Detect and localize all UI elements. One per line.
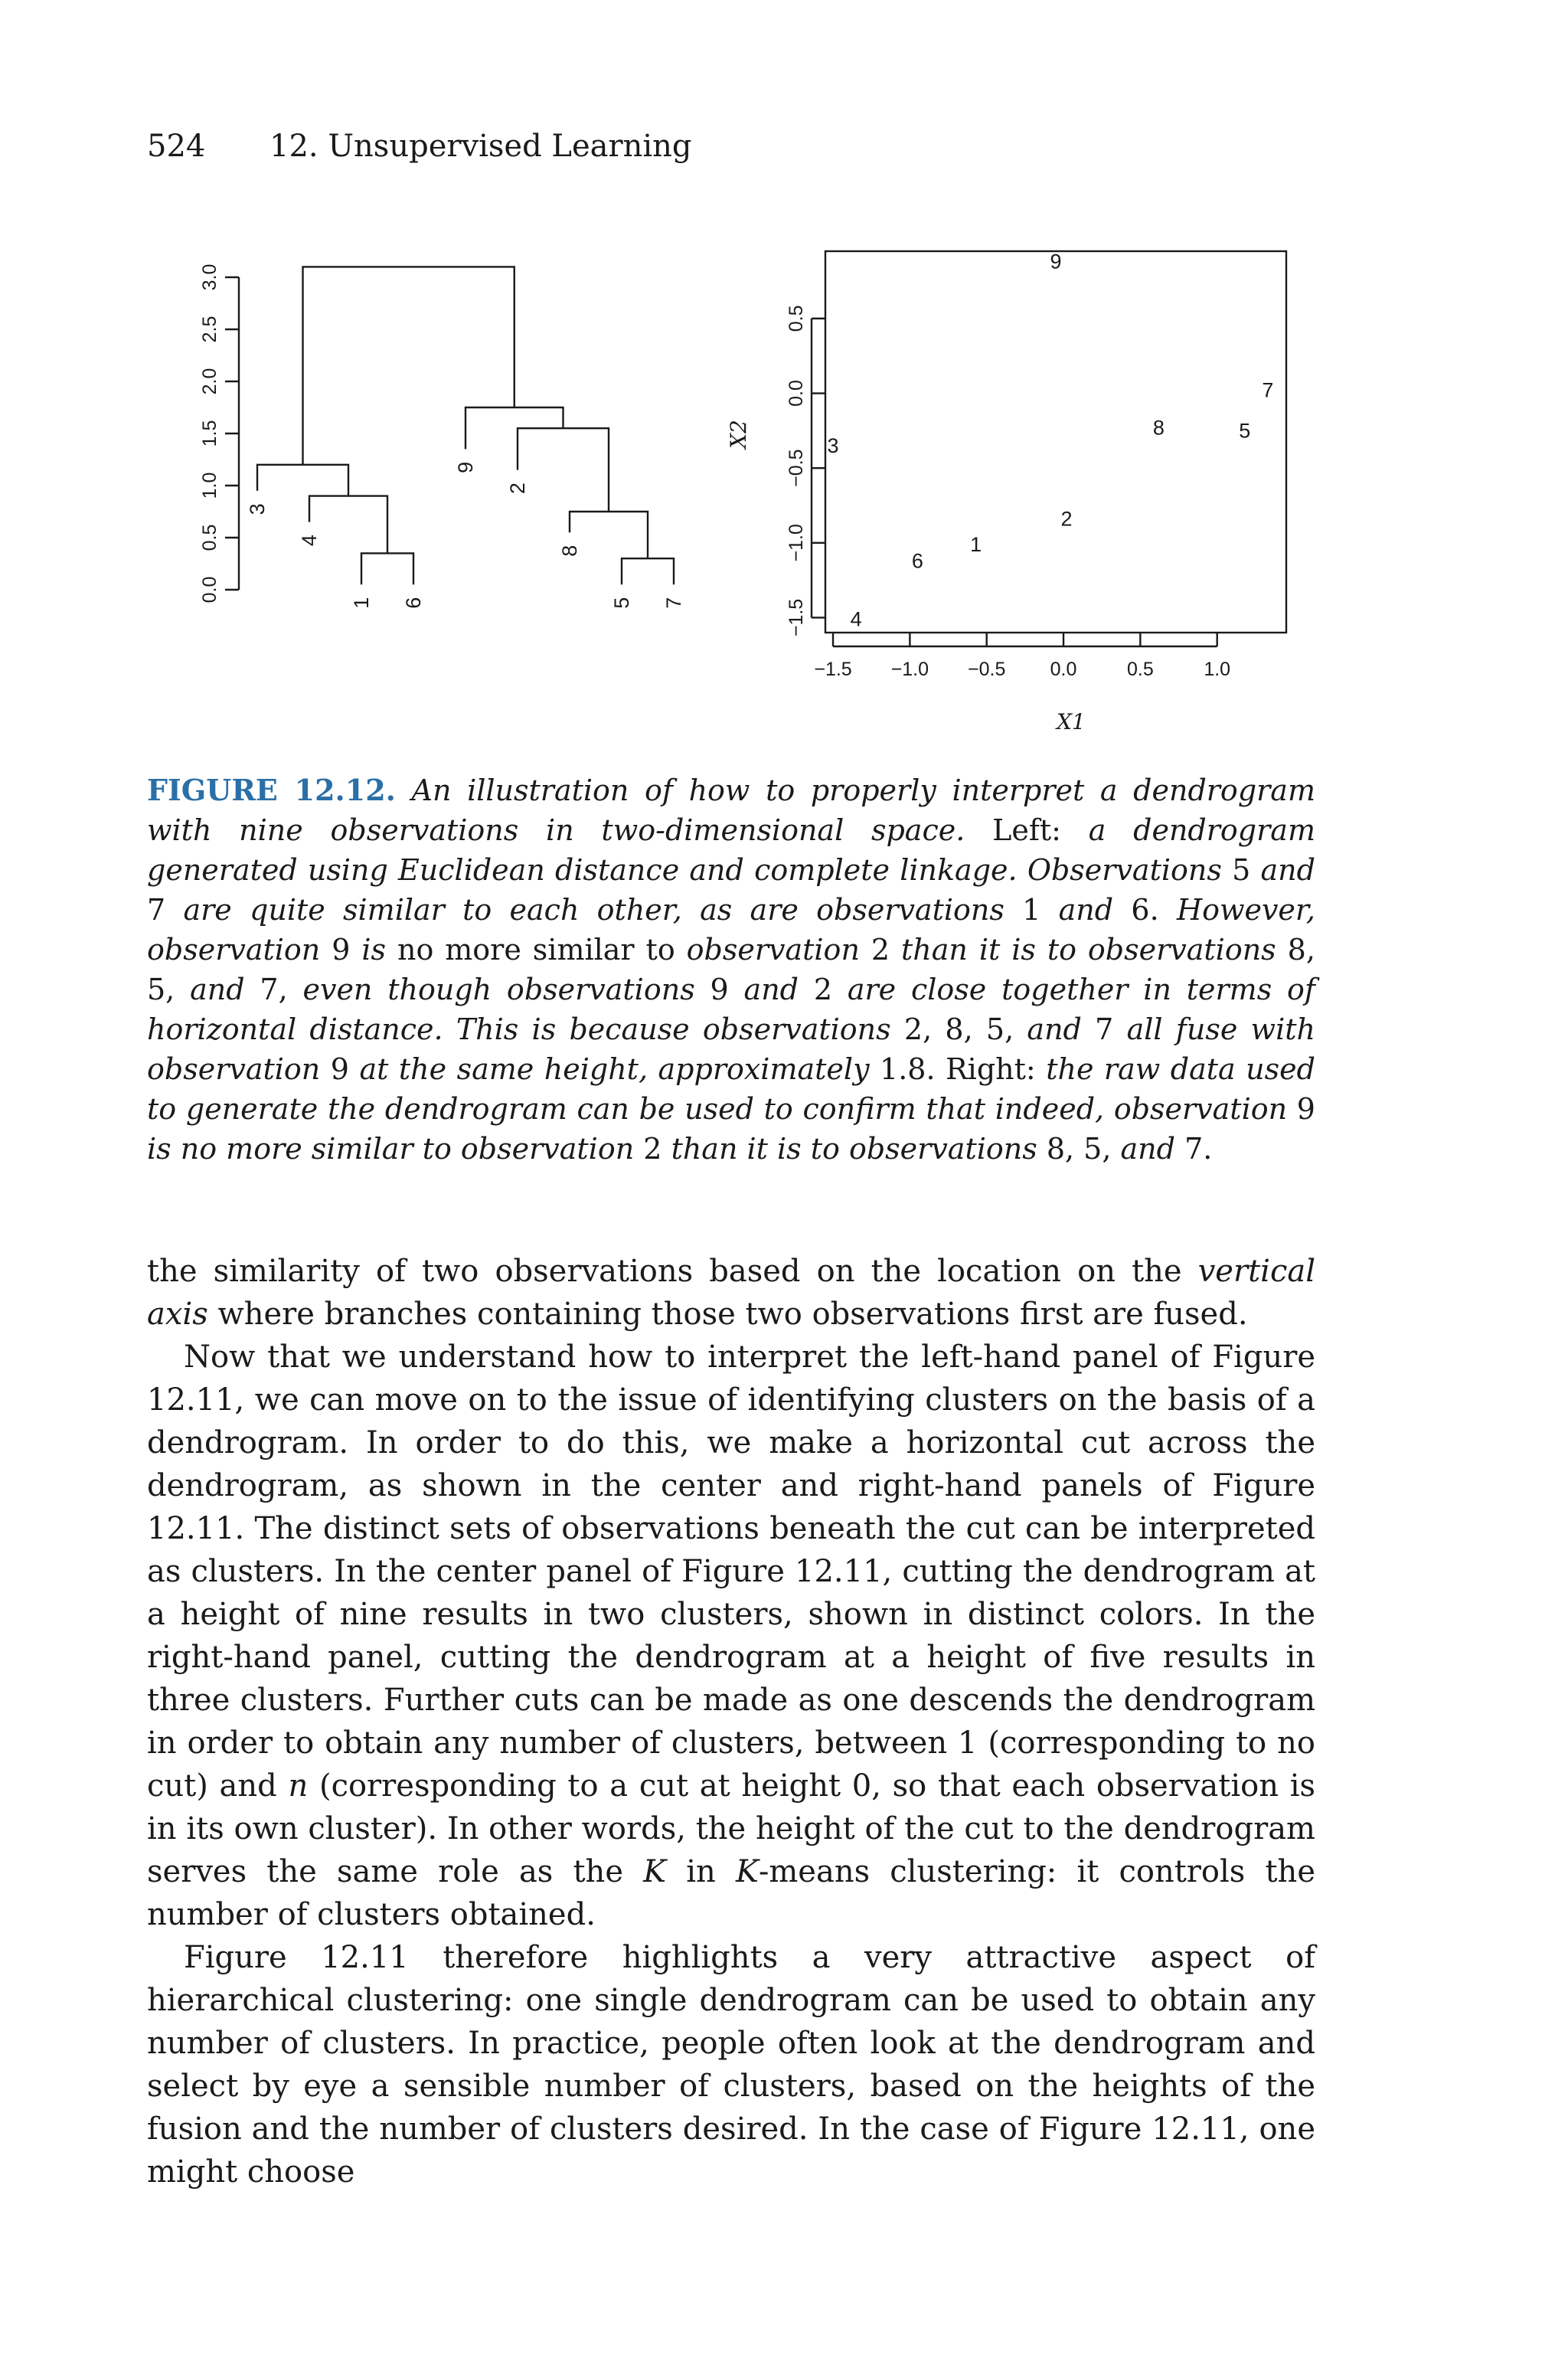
point-label: 2: [1060, 507, 1073, 531]
chapter-title: 12. Unsupervised Learning: [270, 129, 692, 164]
point-label: 5: [1239, 419, 1251, 443]
paragraph-text: -means clustering: it controls the number of clusters obtained.: [147, 1854, 1315, 1932]
caption-text: 9: [710, 973, 729, 1006]
dendrogram-branch: [622, 558, 674, 584]
caption-text: 7: [1095, 1012, 1114, 1046]
page-number: 524: [147, 129, 206, 164]
math-symbol: n: [288, 1768, 309, 1804]
caption-text: 6.: [1131, 893, 1159, 927]
paragraph: [147, 1336, 1315, 1936]
dendrogram-branch: [257, 465, 348, 496]
caption-text: and: [190, 973, 245, 1006]
x-tick-label: 1.0: [1204, 659, 1231, 680]
caption-text: 2: [643, 1132, 662, 1166]
dendrogram-branch: [303, 267, 514, 464]
y-tick-label: −1.0: [786, 524, 807, 562]
caption-text: and: [1027, 1012, 1082, 1046]
leaf-label: 8: [558, 545, 581, 557]
caption-text: 8, 5,: [1046, 1132, 1112, 1166]
caption-text: and: [743, 973, 799, 1006]
caption-text: even though observations: [302, 973, 695, 1006]
caption-text: However, observation: [147, 893, 1315, 967]
caption-text: and: [1120, 1132, 1175, 1166]
y-tick-label: 0.5: [786, 305, 807, 332]
body-text: [147, 1250, 1315, 2193]
caption-text: 1: [1022, 893, 1041, 927]
x-tick-label: −1.5: [814, 659, 852, 680]
caption-text: are close together in terms of horizontal distance. This is because observations: [147, 973, 1315, 1046]
caption-text: 9: [330, 1052, 349, 1086]
caption-text: 5: [1232, 853, 1251, 887]
caption-text: and: [1260, 853, 1315, 887]
paragraph-text: in: [686, 1854, 716, 1889]
x-axis-label: X1: [1057, 709, 1086, 734]
caption-text: than it is to observations: [901, 933, 1276, 967]
caption-text: the raw data used to generate the dendrogram can be used to confirm that indeed, observation: [147, 1052, 1315, 1126]
caption-text: 1.8.: [880, 1052, 936, 1086]
leaf-label: 5: [610, 597, 633, 609]
x-tick-label: 0.5: [1126, 659, 1154, 680]
scatter-panel: [726, 250, 1286, 734]
caption-text: 2: [813, 973, 833, 1006]
caption-text: and: [1058, 893, 1114, 927]
y-tick-label: 0.0: [199, 576, 220, 603]
caption-text: An illustration of how to properly interpret a dendrogram with nine observations in two-dimensional space.: [147, 774, 1315, 847]
y-tick-label: −1.5: [786, 598, 807, 637]
emphasis-text: vertical axis: [147, 1254, 1315, 1332]
x-tick-label: −0.5: [968, 659, 1006, 680]
paragraph-text: the similarity of two observations based on the location on the: [147, 1254, 1182, 1289]
caption-text: 7,: [260, 973, 288, 1006]
leaf-label: 9: [454, 461, 477, 473]
point-label: 8: [1152, 416, 1165, 440]
caption-text: a dendrogram generated using Euclidean distance and complete linkage. Observations: [147, 813, 1315, 887]
dendrogram-branch: [309, 496, 387, 554]
point-label: 6: [911, 549, 923, 573]
caption-text: observation: [686, 933, 860, 967]
paragraph-text: Now that we understand how to interpret the left-hand panel of Figure 12.11, we can move on to the issue of identifying clusters on the basis of a dendrogram. In order to do this, we make a horizontal cut across the dendrogram, as shown in the center and right-hand panels of Figure 12.11. The distinct sets of observations beneath the cut can be interpreted as clusters. In the center panel of Figure 12.11, cutting the dendrogram at a height of nine results in two clusters, shown in distinct colors. In the right-hand panel, cutting the dendrogram at a height of five results in three clusters. Further cuts can be made as one descends the dendrogram in order to obtain any number of clusters, between 1 (corresponding to no cut) and: [147, 1339, 1315, 1804]
math-symbol: K: [643, 1854, 667, 1889]
y-tick-label: 2.5: [199, 316, 220, 343]
figure-12-12: [0, 0, 1568, 766]
y-tick-label: 0.0: [786, 380, 807, 407]
point-label: 4: [850, 607, 862, 631]
leaf-label: 7: [662, 597, 685, 609]
point-label: 3: [827, 433, 839, 457]
leaf-label: 3: [246, 503, 269, 515]
caption-text: is no more similar to observation: [147, 1132, 635, 1166]
dendrogram-panel: [199, 264, 685, 609]
point-label: 9: [1050, 250, 1062, 273]
figure-caption: [147, 770, 1315, 1169]
caption-text: Right:: [946, 1052, 1036, 1086]
point-label: 1: [970, 532, 982, 556]
y-tick-label: 1.0: [199, 472, 220, 499]
math-symbol: K: [735, 1854, 759, 1889]
paragraph: [147, 1936, 1315, 2193]
paragraph: [147, 1250, 1315, 1336]
leaf-label: 4: [298, 535, 321, 547]
y-tick-label: 1.5: [199, 420, 220, 447]
caption-text: 8, 5,: [147, 933, 1315, 1006]
paragraph-text: (corresponding to a cut at height 0, so that each observation is in its own cluster). In other words, the height of the cut to the dendrogram serves the same role as the: [147, 1768, 1316, 1889]
caption-text: is: [361, 933, 387, 967]
y-tick-label: 0.5: [199, 524, 220, 551]
caption-text: at the same height, approximately: [359, 1052, 870, 1086]
leaf-label: 2: [506, 482, 529, 495]
caption-text: are quite similar to each other, as are observations: [183, 893, 1004, 927]
caption-text: all fuse with observation: [147, 1012, 1315, 1086]
caption-text: no more similar to: [397, 933, 675, 967]
plot-frame: [825, 251, 1286, 633]
leaf-label: 1: [350, 597, 373, 609]
caption-text: Left:: [992, 813, 1061, 847]
point-label: 7: [1262, 378, 1274, 402]
caption-text: 2, 8, 5,: [903, 1012, 1014, 1046]
caption-text: than it is to observations: [671, 1132, 1037, 1166]
y-axis-label: X2: [726, 420, 751, 449]
paragraph-text: where branches containing those two observations first are fused.: [217, 1297, 1248, 1332]
figure-label: FIGURE 12.12.: [147, 773, 396, 807]
caption-text: 2: [871, 933, 890, 967]
caption-text: 9: [1296, 1092, 1315, 1126]
x-tick-label: 0.0: [1050, 659, 1077, 680]
dendrogram-branch: [361, 553, 413, 584]
y-tick-label: −0.5: [786, 449, 807, 487]
y-tick-label: 3.0: [199, 263, 220, 291]
y-tick-label: 2.0: [199, 368, 220, 395]
caption-text: 7: [147, 893, 166, 927]
paragraph-text: Figure 12.11 therefore highlights a very attractive aspect of hierarchical clustering: one single dendrogram can be used to obtain any number of clusters. In practice, people often look at the dendrogram and select by eye a sensible number of clusters, based on the heights of the fusion and the number of clusters desired. In the case of Figure 12.11, one might choose: [147, 1940, 1315, 2190]
dendrogram-branch: [518, 428, 609, 512]
leaf-label: 6: [402, 597, 425, 609]
caption-text: 9: [332, 933, 351, 967]
caption-text: 7.: [1184, 1132, 1213, 1166]
x-tick-label: −1.0: [890, 659, 929, 680]
dendrogram-branch: [570, 512, 648, 558]
